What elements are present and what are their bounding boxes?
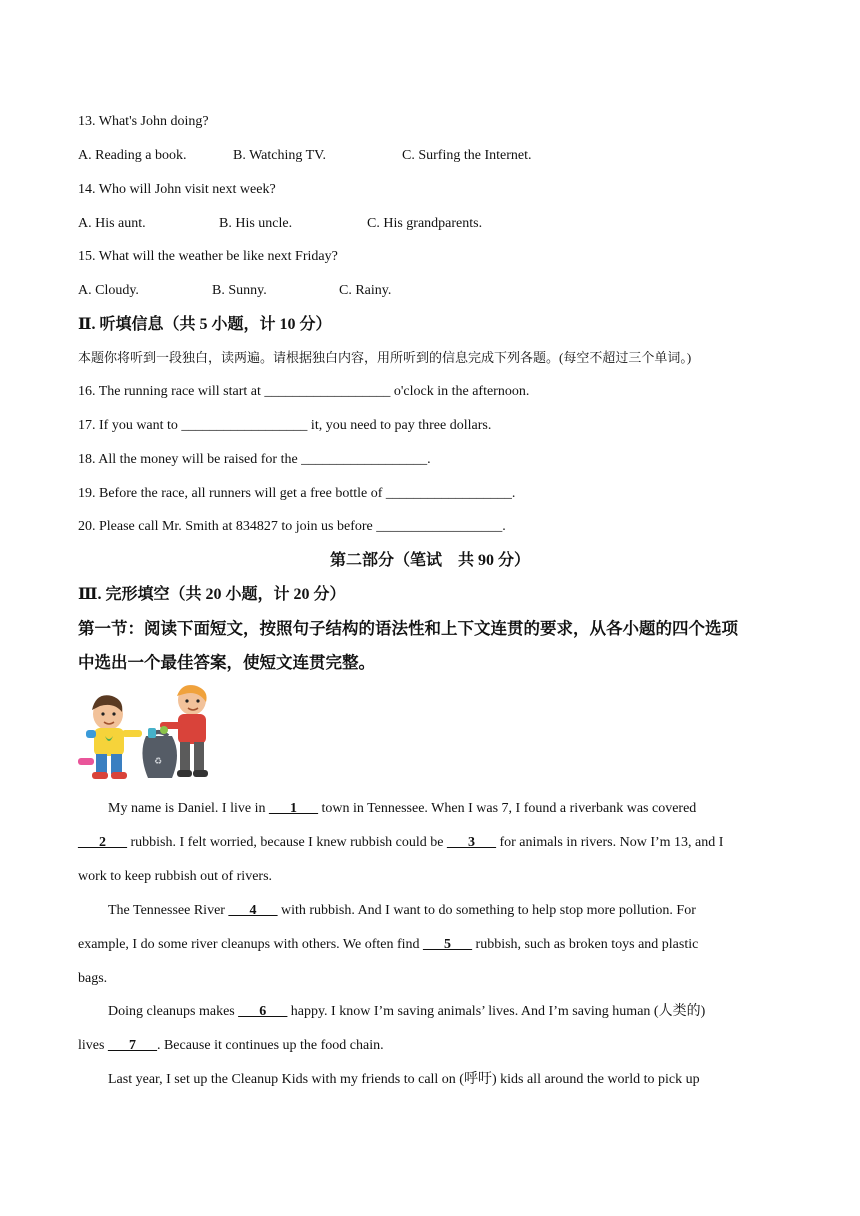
fill-item-16: 16. The running race will start at __________________ o'clock in the afternoon. [78, 384, 530, 399]
q15-option-b: B. Sunny. [212, 283, 267, 298]
q13-option-b: B. Watching TV. [233, 148, 326, 163]
blank-6: ___6___ [238, 1004, 288, 1019]
passage-text: My name is Daniel. I live in [108, 801, 269, 816]
section-2-intro: 本题你将听到一段独白，读两遍。请根据独白内容，用所听到的信息完成下列各题。(每空不超过三个单词。) [78, 350, 692, 365]
passage-p3-line2 [78, 1037, 384, 1055]
q15-option-a: A. Cloudy. [78, 283, 139, 298]
svg-text:♻: ♻ [154, 757, 163, 767]
q13-option-c: C. Surfing the Internet. [402, 148, 532, 163]
kids-cleanup-illustration [78, 684, 214, 786]
question-14: 14. Who will John visit next week? [78, 182, 276, 197]
passage-text: example, I do some river cleanups with others. We often find [78, 937, 424, 952]
blank-2: ___2___ [78, 835, 127, 850]
blank-4: ___4___ [228, 903, 278, 918]
passage-text: rubbish. I felt worried, because I knew rubbish could be [127, 835, 447, 850]
passage-p2-line2 [78, 936, 698, 954]
passage-text: The Tennessee River [108, 903, 229, 918]
q14-option-b: B. His uncle. [219, 216, 293, 231]
passage-text: happy. I know I’m saving animals’ lives. And I’m saving human (人类的) [287, 1004, 706, 1019]
passage-text: rubbish, such as broken toys and plastic [472, 937, 699, 952]
part-2-title: 第二部分（笔试 共 90 分） [329, 552, 530, 569]
q13-option-a: A. Reading a book. [78, 148, 187, 163]
question-15: 15. What will the weather be like next Friday? [78, 249, 338, 264]
q14-option-c: C. His grandparents. [367, 216, 483, 231]
passage-p3-line1 [108, 1003, 705, 1021]
passage-p1-line3: work to keep rubbish out of rivers. [78, 869, 273, 884]
q14-option-a: A. His aunt. [78, 216, 146, 231]
passage-text: lives [78, 1038, 108, 1053]
passage-p1-line1 [108, 800, 696, 818]
q15-option-c: C. Rainy. [339, 283, 392, 298]
passage-text: with rubbish. And I want to do something to help stop more pollution. For [277, 903, 696, 918]
section-3-instruction-line-1: 第一节：阅读下面短文，按照句子结构的语法性和上下文连贯的要求，从各小题的四个选项 [78, 619, 738, 638]
blank-7: ___7___ [107, 1038, 157, 1053]
fill-item-19: 19. Before the race, all runners will get a free bottle of __________________. [78, 486, 516, 501]
passage-p2-line1 [108, 902, 696, 920]
section-3-instruction-line-2: 中选出一个最佳答案，使短文连贯完整。 [78, 653, 375, 672]
passage-p1-line2 [78, 834, 723, 852]
fill-item-20: 20. Please call Mr. Smith at 834827 to join us before __________________. [78, 519, 506, 534]
question-13: 13. What's John doing? [78, 114, 209, 129]
passage-text: Doing cleanups makes [108, 1004, 239, 1019]
passage-text: for animals in rivers. Now I’m 13, and I [495, 835, 724, 850]
section-2-heading: Ⅱ. 听填信息（共 5 小题，计 10 分） [78, 316, 332, 333]
passage-text: . Because it continues up the food chain. [156, 1038, 384, 1053]
passage-p2-line3: bags. [78, 971, 108, 986]
passage-text: town in Tennessee. When I was 7, I found a riverbank was covered [317, 801, 697, 816]
section-3-heading: Ⅲ. 完形填空（共 20 小题，计 20 分） [78, 586, 346, 603]
blank-1: ___1___ [268, 801, 318, 816]
fill-item-18: 18. All the money will be raised for the __________________. [78, 452, 431, 467]
blank-3: ___3___ [446, 835, 496, 850]
fill-item-17: 17. If you want to __________________ it, you need to pay three dollars. [78, 418, 492, 433]
passage-p4-line1: Last year, I set up the Cleanup Kids with my friends to call on (呼吁) kids all around the world to pick up [108, 1072, 700, 1087]
blank-5: ___5___ [423, 937, 473, 952]
